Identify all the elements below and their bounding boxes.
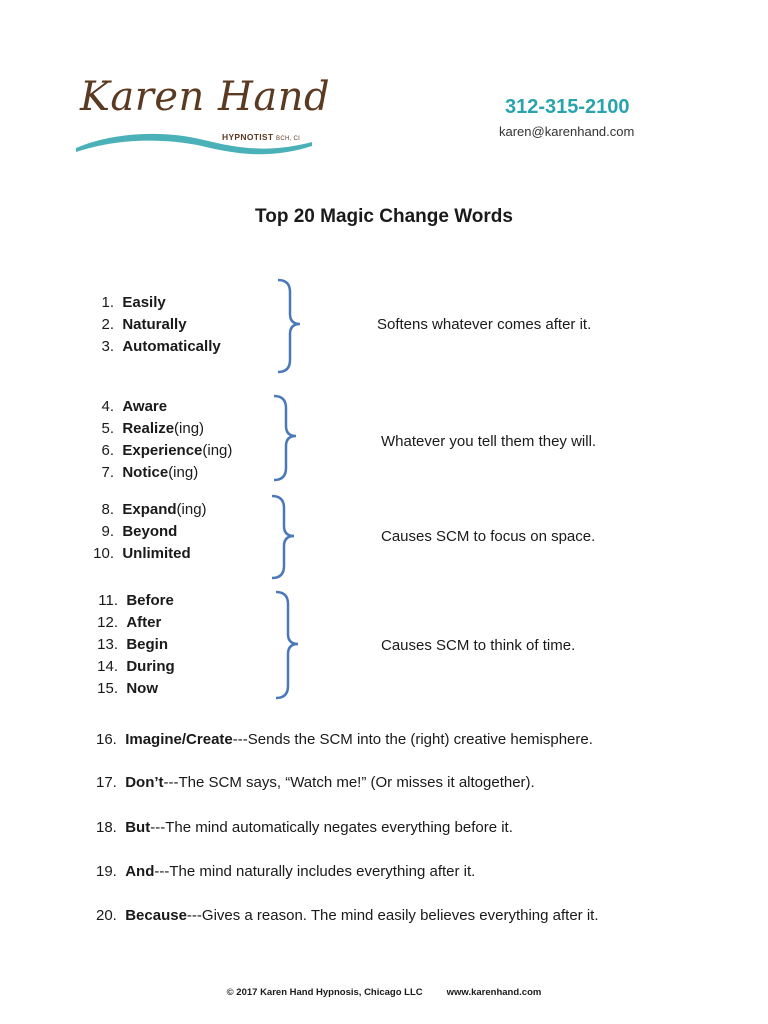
item-number: 19.	[96, 863, 117, 880]
item-word: After	[126, 614, 162, 631]
item-word: Beyond	[122, 523, 178, 540]
footer-copyright: © 2017 Karen Hand Hypnosis, Chicago LLC	[226, 987, 423, 998]
item-suffix: (ing)	[168, 464, 199, 481]
list-item	[92, 292, 221, 314]
bracket-icon	[270, 492, 300, 582]
list-item	[92, 314, 221, 336]
item-word: Experience	[122, 442, 203, 459]
list-item	[96, 731, 593, 748]
phone-number: 312-315-2100	[505, 96, 630, 118]
item-word: Automatically	[122, 338, 221, 355]
item-word: Expand	[122, 501, 177, 518]
item-number: 12.	[97, 614, 118, 631]
list-item	[92, 634, 175, 656]
footer	[0, 987, 768, 998]
group-description: Whatever you tell them they will.	[381, 433, 597, 450]
item-word: Imagine/Create	[125, 731, 233, 748]
list-item	[92, 656, 175, 678]
item-number: 8.	[101, 501, 114, 518]
list-item	[92, 336, 221, 358]
item-number: 14.	[97, 658, 118, 675]
list-item	[92, 521, 207, 543]
bracket-icon	[276, 276, 306, 376]
email-address: karen@karenhand.com	[499, 124, 635, 139]
item-word: And	[125, 863, 155, 880]
item-word: Aware	[122, 398, 168, 415]
page-title: Top 20 Magic Change Words	[255, 206, 513, 227]
item-number: 18.	[96, 819, 117, 836]
item-number: 6.	[101, 442, 114, 459]
logo-wave-icon	[74, 128, 314, 158]
logo-name: Karen Hand	[80, 74, 331, 120]
list-item	[96, 819, 513, 836]
list-item	[96, 907, 599, 924]
item-number: 15.	[97, 680, 118, 697]
group-description: Causes SCM to think of time.	[381, 637, 576, 654]
item-text: ---Sends the SCM into the (right) creative hemisphere.	[232, 731, 593, 748]
item-number: 7.	[101, 464, 114, 481]
item-word: Easily	[122, 294, 166, 311]
item-number: 10.	[93, 545, 114, 562]
word-group-4	[92, 590, 175, 700]
item-word: Naturally	[122, 316, 187, 333]
list-item	[92, 418, 232, 440]
list-item	[96, 863, 475, 880]
item-number: 9.	[101, 523, 114, 540]
bracket-icon	[274, 588, 304, 702]
item-number: 3.	[101, 338, 114, 355]
item-number: 11.	[98, 592, 118, 609]
item-word: But	[125, 819, 151, 836]
item-word: Now	[126, 680, 159, 697]
item-word: Before	[126, 592, 174, 609]
list-item	[92, 440, 232, 462]
item-word: During	[126, 658, 175, 675]
list-item	[92, 396, 232, 418]
item-text: ---The SCM says, “Watch me!” (Or misses it altogether).	[163, 774, 535, 791]
list-item	[92, 543, 207, 565]
list-item	[92, 612, 175, 634]
item-number: 4.	[101, 398, 114, 415]
word-group-3	[92, 499, 207, 565]
item-suffix: (ing)	[176, 501, 207, 518]
logo-subtitle-text: HYPNOTIST	[222, 132, 274, 142]
footer-website-link[interactable]: www.karenhand.com	[446, 987, 542, 998]
item-text: ---The mind automatically negates everything before it.	[150, 819, 513, 836]
list-item	[92, 590, 175, 612]
list-item	[92, 678, 175, 700]
list-item	[96, 774, 535, 791]
item-word: Realize	[122, 420, 175, 437]
item-number: 5.	[101, 420, 114, 437]
word-group-2	[92, 396, 232, 484]
list-item	[92, 462, 232, 484]
item-number: 17.	[96, 774, 117, 791]
list-item	[92, 499, 207, 521]
group-description: Softens whatever comes after it.	[377, 316, 592, 333]
logo-credentials: BCH, CI	[276, 136, 301, 142]
logo	[74, 70, 331, 160]
group-description: Causes SCM to focus on space.	[381, 528, 596, 545]
item-number: 16.	[96, 731, 117, 748]
item-word: Notice	[122, 464, 169, 481]
item-word: Because	[125, 907, 187, 924]
item-suffix: (ing)	[202, 442, 233, 459]
bracket-icon	[272, 392, 302, 484]
item-number: 13.	[97, 636, 118, 653]
item-text: ---The mind naturally includes everything after it.	[154, 863, 476, 880]
item-number: 2.	[101, 316, 114, 333]
item-word: Unlimited	[122, 545, 191, 562]
word-group-1	[92, 292, 221, 358]
item-text: ---Gives a reason. The mind easily believes everything after it.	[186, 907, 599, 924]
item-word: Begin	[126, 636, 169, 653]
item-number: 1.	[101, 294, 114, 311]
item-word: Don’t	[125, 774, 164, 791]
item-suffix: (ing)	[174, 420, 205, 437]
item-number: 20.	[96, 907, 117, 924]
